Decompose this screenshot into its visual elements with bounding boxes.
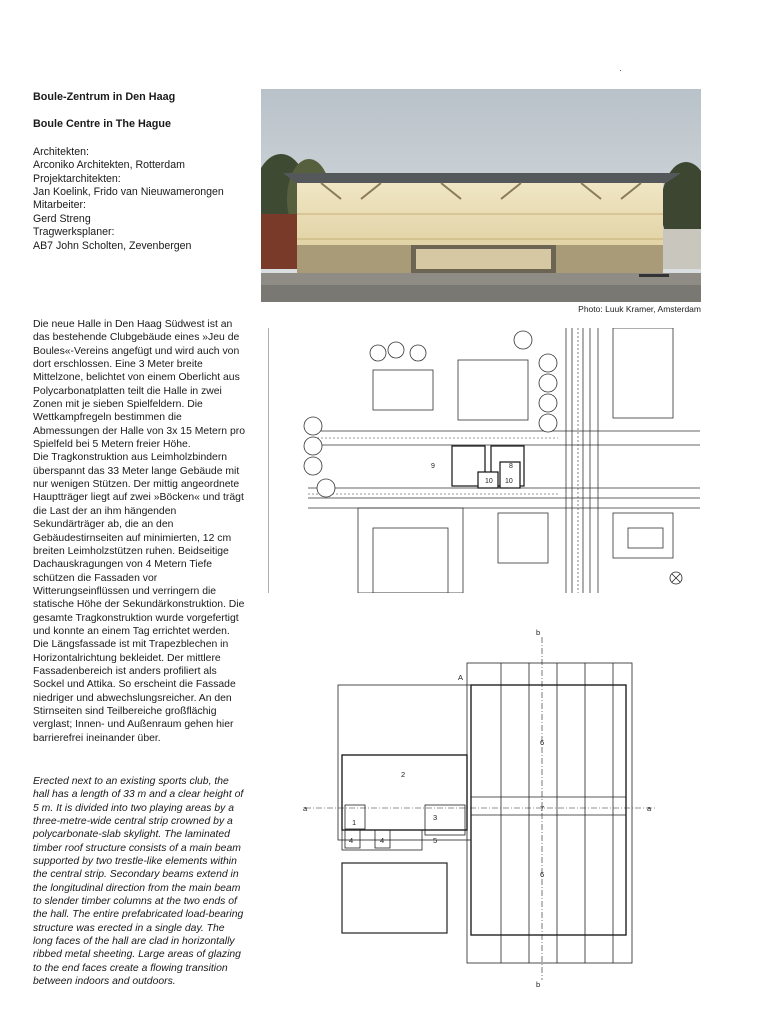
room-number: 6 [540, 738, 545, 747]
room-number: 4 [349, 836, 354, 845]
section-mark: b [536, 980, 541, 989]
credit-line: Projektarchitekten: [33, 172, 121, 185]
north-arrow-icon [670, 572, 682, 584]
body-text-german [33, 318, 245, 745]
room-number: 3 [433, 813, 438, 822]
credit-line: Jan Koelink, Frido van Nieuwamerongen [33, 186, 224, 199]
site-label: 10 [505, 478, 513, 485]
room-number: 6 [540, 870, 545, 879]
paragraph-de: Die neue Halle in Den Haag Südwest ist an das bestehende Clubgebäude eines »Jeu de Boules«-Vereins angefügt und wird auch von dort erschlossen. Eine 3 Meter breite Mittelzone, belichtet von einem Oberlicht aus Polycarbonatplatten teilt die Halle in zwei Zonen mit je sieben Spielfeldern. Die Wettkampfregeln bestimmen die Abmessungen der Halle von 3x 15 Metern pro Spielfeld bei 5 Metern freier Höhe. [33, 319, 245, 451]
corner-label: A [458, 673, 464, 682]
site-plan [268, 328, 700, 598]
floor-plan [295, 625, 665, 995]
credit-line: Tragwerksplaner: [33, 226, 115, 239]
title-de: Boule-Zentrum in Den Haag [33, 91, 176, 103]
room-number: 4 [380, 836, 385, 845]
site-label: 10 [485, 478, 493, 485]
credit-line: Mitarbeiter: [33, 199, 86, 212]
site-label: 9 [431, 463, 435, 470]
credit-line: Arconiko Architekten, Rotterdam [33, 159, 185, 172]
site-label: 8 [509, 463, 513, 470]
paragraph-de: Die Tragkonstruktion aus Leimholzbindern überspannt das 33 Meter lange Gebäude mit nur wenigen Stützen. Der mittig angeordnete Hauptträger liegt auf zwei »Böcken« und trägt die Last der an ihm hängenden Sekundärträger ab, die an den Gebäudestirnseiten auf minimierten, 12 cm breiten Leimholzstützen ruhen. Beidseitige Dachauskragungen von 4 Metern Tiefe schützen die Fassaden vor Witterungseinflüssen und verringern die statische Höhe der Sekundärkonstruktion. Die gesamte Tragkonstruktion wurde vorgefertigt und konnte an einem Tag errichtet werden. [33, 452, 245, 637]
credits [33, 146, 248, 253]
credit-line: AB7 John Scholten, Zevenbergen [33, 239, 192, 252]
paragraph-de: Die Längsfassade ist mit Trapezblechen in Horizontalrichtung bekleidet. Der mittlere Fassadenbereich ist anders profiliert als Sockel und Attika. So erscheint die Fassade niedriger und abwechslungsreicher. An den Stirnseiten sind Teilbereiche großflächig verglast; Innen- und Außenraum gehen hier barrierefrei ineinander über. [33, 639, 236, 744]
photo-caption: Photo: Luuk Kramer, Amsterdam [578, 304, 701, 314]
heading-block [33, 91, 248, 253]
room-number: 2 [401, 770, 406, 779]
room-number: 1 [352, 818, 357, 827]
credit-line: Architekten: [33, 145, 89, 158]
room-number: 5 [433, 836, 438, 845]
section-mark: a [303, 804, 308, 813]
title-en: Boule Centre in The Hague [33, 118, 171, 131]
section-mark: a [647, 804, 652, 813]
section-mark: b [536, 628, 541, 637]
room-number: 7 [540, 804, 545, 813]
credit-line: Gerd Streng [33, 212, 91, 225]
body-text-english: Erected next to an existing sports club, the hall has a length of 33 m and a clear height of 5 m. It is divided into two playing areas by a three-metre-wide central strip crowned by a polycarbonate-slab skylight. The laminated timber roof structure consists of a main beam supported by two trestle-like elements within the central strip. Secondary beams extend in the longitudinal direction from the main beam to slender timber columns at the two ends of the hall. The entire prefabricated load-bearing structure was erected in a single day. The long faces of the hall are clad in horizontally ribbed metal sheeting. Large areas of glazing to the end faces create a flowing transition between indoors and outdoors. [33, 776, 244, 988]
stray-mark [620, 70, 621, 71]
building-photo [261, 89, 701, 302]
